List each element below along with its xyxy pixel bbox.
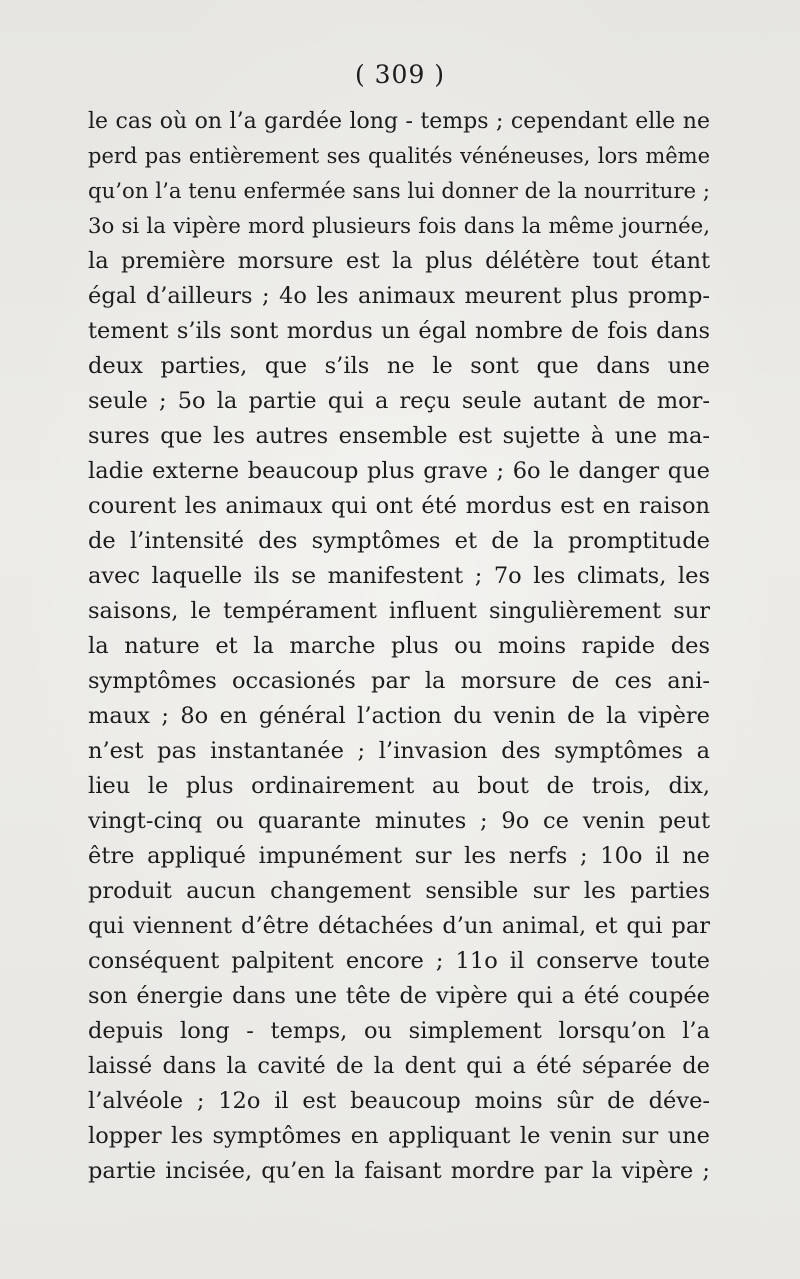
text-line: avec laquelle ils se manifestent ; 7o les climats, les — [88, 563, 710, 589]
text-line: la première morsure est la plus délétère tout étant — [88, 248, 710, 274]
text-line: conséquent palpitent encore ; 11o il conserve toute — [88, 948, 710, 974]
text-line: courent les animaux qui ont été mordus est en raison — [88, 493, 710, 519]
text-line: depuis long - temps, ou simplement lorsqu’on l’a — [88, 1018, 710, 1044]
text-line: produit aucun changement sensible sur les parties — [88, 878, 710, 904]
body-text — [88, 104, 710, 1189]
text-line: laissé dans la cavité de la dent qui a été séparée de — [88, 1053, 710, 1079]
text-line: son énergie dans une tête de vipère qui a été coupée — [88, 983, 710, 1009]
text-line: être appliqué impunément sur les nerfs ; 10o il ne — [88, 843, 710, 869]
text-line: qu’on l’a tenu enfermée sans lui donner de la nourriture ; — [88, 179, 710, 204]
text-line: sures que les autres ensemble est sujette à une ma- — [88, 423, 710, 449]
text-line: qui viennent d’être détachées d’un animal, et qui par — [88, 913, 710, 939]
text-line: saisons, le tempérament influent singulièrement sur — [88, 598, 710, 624]
text-line: l’alvéole ; 12o il est beaucoup moins sûr de déve- — [88, 1088, 710, 1114]
text-line: perd pas entièrement ses qualités vénéneuses, lors même — [88, 144, 710, 168]
text-line: de l’intensité des symptômes et de la promptitude — [88, 528, 710, 554]
text-line: égal d’ailleurs ; 4o les animaux meurent plus promp- — [88, 283, 710, 309]
text-line: 3o si la vipère mord plusieurs fois dans la même journée, — [88, 214, 710, 239]
text-line: tement s’ils sont mordus un égal nombre de fois dans — [88, 318, 710, 344]
text-line: partie incisée, qu’en la faisant mordre par la vipère ; — [88, 1158, 710, 1184]
text-line: lopper les symptômes en appliquant le venin sur une — [88, 1123, 710, 1149]
text-line: vingt-cinq ou quarante minutes ; 9o ce venin peut — [88, 808, 710, 834]
text-line: symptômes occasionés par la morsure de ces ani- — [88, 668, 710, 694]
text-line: la nature et la marche plus ou moins rapide des — [88, 633, 710, 659]
text-line: maux ; 8o en général l’action du venin de la vipère — [88, 703, 710, 729]
text-line: seule ; 5o la partie qui a reçu seule autant de mor- — [88, 388, 710, 414]
text-line: n’est pas instantanée ; l’invasion des symptômes a — [88, 738, 710, 764]
text-line: deux parties, que s’ils ne le sont que dans une — [88, 353, 710, 379]
text-line: ladie externe beaucoup plus grave ; 6o le danger que — [88, 458, 710, 484]
text-line: le cas où on l’a gardée long - temps ; cependant elle ne — [88, 109, 710, 134]
text-line: lieu le plus ordinairement au bout de trois, dix, — [88, 773, 710, 799]
page-number: ( 309 ) — [354, 60, 446, 89]
